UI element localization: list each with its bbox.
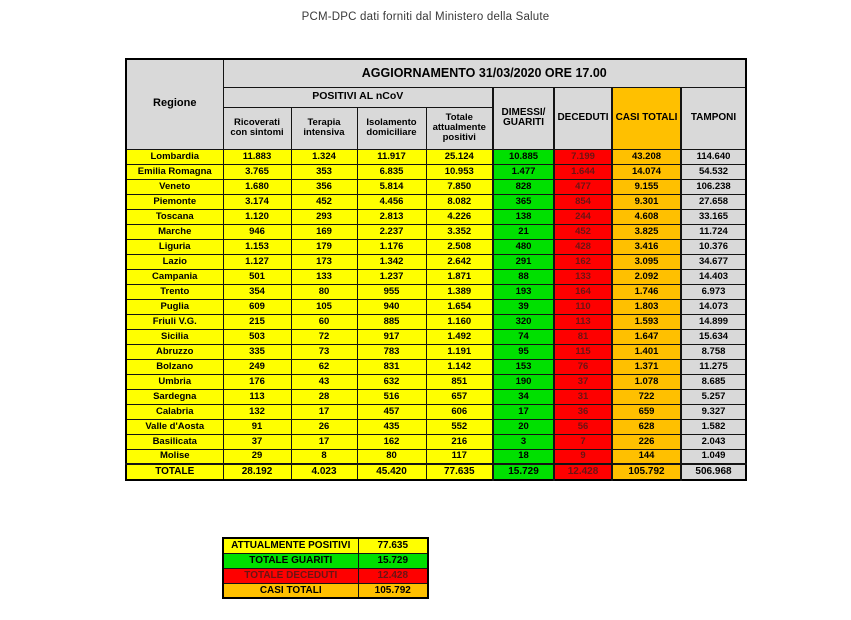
cell-tamponi: 8.758 — [681, 344, 746, 359]
cell-region: Lombardia — [126, 149, 223, 164]
cell-dimessi-guariti: 190 — [493, 374, 554, 389]
table-row — [126, 269, 746, 284]
cell-region: TOTALE — [126, 464, 223, 480]
cell-dimessi-guariti: 138 — [493, 209, 554, 224]
summary-row — [223, 568, 428, 583]
cell-totale-positivi: 606 — [426, 404, 493, 419]
cell-deceduti: 7 — [554, 434, 612, 449]
table-row — [126, 254, 746, 269]
cell-ricoverati: 609 — [223, 299, 291, 314]
cell-terapia-intensiva: 17 — [291, 434, 357, 449]
cell-dimessi-guariti: 34 — [493, 389, 554, 404]
cell-casi-totali: 659 — [612, 404, 681, 419]
cell-totale-positivi: 851 — [426, 374, 493, 389]
cell-ricoverati: 1.680 — [223, 179, 291, 194]
cell-isolamento: 162 — [357, 434, 426, 449]
cell-region: Trento — [126, 284, 223, 299]
cell-dimessi-guariti: 18 — [493, 449, 554, 464]
cell-region: Abruzzo — [126, 344, 223, 359]
cell-dimessi-guariti: 21 — [493, 224, 554, 239]
cell-casi-totali: 9.301 — [612, 194, 681, 209]
cell-terapia-intensiva: 293 — [291, 209, 357, 224]
positives-group-header: POSITIVI AL nCoV — [223, 87, 493, 107]
cell-ricoverati: 1.120 — [223, 209, 291, 224]
column-header-casi-totali: CASI TOTALI — [612, 87, 681, 149]
cell-terapia-intensiva: 28 — [291, 389, 357, 404]
header-row-update — [126, 59, 746, 87]
cell-region: Sicilia — [126, 329, 223, 344]
summary-label: ATTUALMENTE POSITIVI — [223, 538, 358, 553]
cell-tamponi: 11.724 — [681, 224, 746, 239]
cell-isolamento: 80 — [357, 449, 426, 464]
cell-isolamento: 917 — [357, 329, 426, 344]
cell-isolamento: 457 — [357, 404, 426, 419]
cell-ricoverati: 28.192 — [223, 464, 291, 480]
cell-casi-totali: 1.401 — [612, 344, 681, 359]
cell-dimessi-guariti: 153 — [493, 359, 554, 374]
cell-tamponi: 2.043 — [681, 434, 746, 449]
cell-dimessi-guariti: 15.729 — [493, 464, 554, 480]
cell-deceduti: 428 — [554, 239, 612, 254]
cell-terapia-intensiva: 173 — [291, 254, 357, 269]
cell-dimessi-guariti: 10.885 — [493, 149, 554, 164]
cell-casi-totali: 226 — [612, 434, 681, 449]
cell-casi-totali: 2.092 — [612, 269, 681, 284]
cell-terapia-intensiva: 80 — [291, 284, 357, 299]
cell-deceduti: 110 — [554, 299, 612, 314]
cell-casi-totali: 14.074 — [612, 164, 681, 179]
region-column-header: Regione — [126, 59, 223, 149]
cell-ricoverati: 946 — [223, 224, 291, 239]
summary-value: 12.428 — [358, 568, 428, 583]
table-row — [126, 359, 746, 374]
cell-isolamento: 1.237 — [357, 269, 426, 284]
table-row — [126, 374, 746, 389]
cell-tamponi: 1.582 — [681, 419, 746, 434]
cell-ricoverati: 37 — [223, 434, 291, 449]
summary-value: 77.635 — [358, 538, 428, 553]
page-title: PCM-DPC dati forniti dal Ministero della Salute — [301, 11, 550, 23]
cell-region: Campania — [126, 269, 223, 284]
cell-isolamento: 5.814 — [357, 179, 426, 194]
cell-ricoverati: 335 — [223, 344, 291, 359]
cell-deceduti: 76 — [554, 359, 612, 374]
cell-region: Molise — [126, 449, 223, 464]
table-row — [126, 434, 746, 449]
summary-table — [222, 537, 429, 599]
cell-terapia-intensiva: 169 — [291, 224, 357, 239]
covid-regions-table — [125, 58, 747, 481]
cell-tamponi: 14.403 — [681, 269, 746, 284]
cell-totale-positivi: 1.191 — [426, 344, 493, 359]
cell-totale-positivi: 2.508 — [426, 239, 493, 254]
cell-totale-positivi: 1.389 — [426, 284, 493, 299]
cell-totale-positivi: 1.142 — [426, 359, 493, 374]
cell-isolamento: 2.237 — [357, 224, 426, 239]
cell-region: Liguria — [126, 239, 223, 254]
table-row — [126, 194, 746, 209]
column-header-isolamento: Isolamento domiciliare — [357, 107, 426, 149]
cell-region: Piemonte — [126, 194, 223, 209]
cell-deceduti: 56 — [554, 419, 612, 434]
cell-isolamento: 6.835 — [357, 164, 426, 179]
cell-isolamento: 1.176 — [357, 239, 426, 254]
cell-tamponi: 8.685 — [681, 374, 746, 389]
cell-tamponi: 1.049 — [681, 449, 746, 464]
summary-row — [223, 538, 428, 553]
table-row — [126, 224, 746, 239]
cell-ricoverati: 176 — [223, 374, 291, 389]
cell-terapia-intensiva: 26 — [291, 419, 357, 434]
summary-label: CASI TOTALI — [223, 583, 358, 598]
table-row — [126, 404, 746, 419]
cell-dimessi-guariti: 20 — [493, 419, 554, 434]
cell-isolamento: 885 — [357, 314, 426, 329]
cell-casi-totali: 1.593 — [612, 314, 681, 329]
summary-box-wrapper — [222, 537, 429, 599]
covid-regions-table-wrapper — [125, 58, 747, 481]
cell-isolamento: 4.456 — [357, 194, 426, 209]
update-header: AGGIORNAMENTO 31/03/2020 ORE 17.00 — [223, 59, 746, 87]
cell-tamponi: 33.165 — [681, 209, 746, 224]
cell-ricoverati: 91 — [223, 419, 291, 434]
cell-region: Friuli V.G. — [126, 314, 223, 329]
cell-deceduti: 31 — [554, 389, 612, 404]
cell-casi-totali: 1.371 — [612, 359, 681, 374]
total-row — [126, 464, 746, 480]
table-row — [126, 344, 746, 359]
cell-ricoverati: 503 — [223, 329, 291, 344]
cell-tamponi: 15.634 — [681, 329, 746, 344]
cell-casi-totali: 1.078 — [612, 374, 681, 389]
cell-terapia-intensiva: 17 — [291, 404, 357, 419]
column-header-dimessi-guariti: DIMESSI/ GUARITI — [493, 87, 554, 149]
table-row — [126, 149, 746, 164]
cell-ricoverati: 11.883 — [223, 149, 291, 164]
cell-region: Emilia Romagna — [126, 164, 223, 179]
column-header-deceduti: DECEDUTI — [554, 87, 612, 149]
cell-casi-totali: 3.095 — [612, 254, 681, 269]
cell-isolamento: 516 — [357, 389, 426, 404]
cell-dimessi-guariti: 480 — [493, 239, 554, 254]
cell-isolamento: 11.917 — [357, 149, 426, 164]
cell-deceduti: 162 — [554, 254, 612, 269]
cell-terapia-intensiva: 43 — [291, 374, 357, 389]
cell-region: Basilicata — [126, 434, 223, 449]
cell-totale-positivi: 1.492 — [426, 329, 493, 344]
cell-region: Calabria — [126, 404, 223, 419]
cell-dimessi-guariti: 39 — [493, 299, 554, 314]
cell-deceduti: 81 — [554, 329, 612, 344]
cell-dimessi-guariti: 74 — [493, 329, 554, 344]
cell-dimessi-guariti: 828 — [493, 179, 554, 194]
cell-region: Bolzano — [126, 359, 223, 374]
cell-casi-totali: 3.825 — [612, 224, 681, 239]
cell-totale-positivi: 10.953 — [426, 164, 493, 179]
cell-terapia-intensiva: 72 — [291, 329, 357, 344]
cell-ricoverati: 132 — [223, 404, 291, 419]
cell-region: Puglia — [126, 299, 223, 314]
cell-isolamento: 1.342 — [357, 254, 426, 269]
cell-ricoverati: 3.765 — [223, 164, 291, 179]
cell-totale-positivi: 1.160 — [426, 314, 493, 329]
cell-isolamento: 45.420 — [357, 464, 426, 480]
cell-casi-totali: 43.208 — [612, 149, 681, 164]
cell-isolamento: 632 — [357, 374, 426, 389]
cell-isolamento: 940 — [357, 299, 426, 314]
cell-dimessi-guariti: 88 — [493, 269, 554, 284]
cell-totale-positivi: 3.352 — [426, 224, 493, 239]
cell-deceduti: 37 — [554, 374, 612, 389]
cell-deceduti: 36 — [554, 404, 612, 419]
summary-label: TOTALE GUARITI — [223, 553, 358, 568]
cell-dimessi-guariti: 291 — [493, 254, 554, 269]
cell-tamponi: 54.532 — [681, 164, 746, 179]
cell-ricoverati: 29 — [223, 449, 291, 464]
cell-casi-totali: 4.608 — [612, 209, 681, 224]
cell-terapia-intensiva: 60 — [291, 314, 357, 329]
cell-deceduti: 113 — [554, 314, 612, 329]
cell-deceduti: 854 — [554, 194, 612, 209]
table-row — [126, 389, 746, 404]
cell-deceduti: 9 — [554, 449, 612, 464]
cell-terapia-intensiva: 356 — [291, 179, 357, 194]
cell-terapia-intensiva: 133 — [291, 269, 357, 284]
cell-totale-positivi: 8.082 — [426, 194, 493, 209]
cell-tamponi: 27.658 — [681, 194, 746, 209]
cell-ricoverati: 3.174 — [223, 194, 291, 209]
cell-tamponi: 114.640 — [681, 149, 746, 164]
summary-row — [223, 583, 428, 598]
cell-casi-totali: 1.647 — [612, 329, 681, 344]
cell-tamponi: 106.238 — [681, 179, 746, 194]
cell-tamponi: 14.899 — [681, 314, 746, 329]
cell-ricoverati: 249 — [223, 359, 291, 374]
cell-tamponi: 506.968 — [681, 464, 746, 480]
cell-deceduti: 244 — [554, 209, 612, 224]
column-header-terapia-intensiva: Terapia intensiva — [291, 107, 357, 149]
cell-deceduti: 1.644 — [554, 164, 612, 179]
cell-dimessi-guariti: 193 — [493, 284, 554, 299]
cell-ricoverati: 354 — [223, 284, 291, 299]
cell-casi-totali: 105.792 — [612, 464, 681, 480]
cell-terapia-intensiva: 73 — [291, 344, 357, 359]
cell-totale-positivi: 7.850 — [426, 179, 493, 194]
cell-totale-positivi: 216 — [426, 434, 493, 449]
cell-totale-positivi: 1.871 — [426, 269, 493, 284]
summary-row — [223, 553, 428, 568]
cell-deceduti: 452 — [554, 224, 612, 239]
cell-tamponi: 10.376 — [681, 239, 746, 254]
table-row — [126, 239, 746, 254]
cell-region: Toscana — [126, 209, 223, 224]
cell-region: Sardegna — [126, 389, 223, 404]
cell-isolamento: 955 — [357, 284, 426, 299]
cell-deceduti: 164 — [554, 284, 612, 299]
cell-casi-totali: 1.803 — [612, 299, 681, 314]
column-header-tamponi: TAMPONI — [681, 87, 746, 149]
cell-region: Veneto — [126, 179, 223, 194]
cell-tamponi: 6.973 — [681, 284, 746, 299]
cell-tamponi: 9.327 — [681, 404, 746, 419]
cell-casi-totali: 144 — [612, 449, 681, 464]
column-header-ricoverati: Ricoverati con sintomi — [223, 107, 291, 149]
cell-deceduti: 133 — [554, 269, 612, 284]
cell-isolamento: 435 — [357, 419, 426, 434]
cell-deceduti: 7.199 — [554, 149, 612, 164]
cell-casi-totali: 1.746 — [612, 284, 681, 299]
cell-terapia-intensiva: 4.023 — [291, 464, 357, 480]
cell-dimessi-guariti: 95 — [493, 344, 554, 359]
cell-dimessi-guariti: 1.477 — [493, 164, 554, 179]
summary-value: 105.792 — [358, 583, 428, 598]
cell-terapia-intensiva: 452 — [291, 194, 357, 209]
cell-ricoverati: 215 — [223, 314, 291, 329]
table-row — [126, 299, 746, 314]
cell-dimessi-guariti: 3 — [493, 434, 554, 449]
cell-totale-positivi: 117 — [426, 449, 493, 464]
cell-terapia-intensiva: 179 — [291, 239, 357, 254]
summary-label: TOTALE DECEDUTI — [223, 568, 358, 583]
cell-casi-totali: 3.416 — [612, 239, 681, 254]
cell-tamponi: 5.257 — [681, 389, 746, 404]
cell-region: Valle d'Aosta — [126, 419, 223, 434]
table-row — [126, 419, 746, 434]
cell-totale-positivi: 2.642 — [426, 254, 493, 269]
cell-tamponi: 34.677 — [681, 254, 746, 269]
summary-value: 15.729 — [358, 553, 428, 568]
cell-totale-positivi: 25.124 — [426, 149, 493, 164]
cell-tamponi: 11.275 — [681, 359, 746, 374]
table-row — [126, 209, 746, 224]
cell-casi-totali: 628 — [612, 419, 681, 434]
cell-isolamento: 783 — [357, 344, 426, 359]
cell-casi-totali: 722 — [612, 389, 681, 404]
cell-totale-positivi: 77.635 — [426, 464, 493, 480]
cell-terapia-intensiva: 8 — [291, 449, 357, 464]
cell-ricoverati: 501 — [223, 269, 291, 284]
table-row — [126, 329, 746, 344]
table-row — [126, 449, 746, 464]
table-row — [126, 284, 746, 299]
cell-region: Umbria — [126, 374, 223, 389]
cell-deceduti: 477 — [554, 179, 612, 194]
cell-ricoverati: 1.127 — [223, 254, 291, 269]
cell-ricoverati: 1.153 — [223, 239, 291, 254]
cell-terapia-intensiva: 1.324 — [291, 149, 357, 164]
cell-tamponi: 14.073 — [681, 299, 746, 314]
cell-totale-positivi: 4.226 — [426, 209, 493, 224]
column-header-totale-positivi: Totale attualmente positivi — [426, 107, 493, 149]
cell-totale-positivi: 657 — [426, 389, 493, 404]
cell-deceduti: 12.428 — [554, 464, 612, 480]
cell-terapia-intensiva: 105 — [291, 299, 357, 314]
cell-isolamento: 2.813 — [357, 209, 426, 224]
cell-deceduti: 115 — [554, 344, 612, 359]
cell-totale-positivi: 552 — [426, 419, 493, 434]
cell-totale-positivi: 1.654 — [426, 299, 493, 314]
cell-isolamento: 831 — [357, 359, 426, 374]
cell-dimessi-guariti: 365 — [493, 194, 554, 209]
table-row — [126, 164, 746, 179]
cell-casi-totali: 9.155 — [612, 179, 681, 194]
table-row — [126, 314, 746, 329]
cell-terapia-intensiva: 353 — [291, 164, 357, 179]
cell-region: Lazio — [126, 254, 223, 269]
cell-region: Marche — [126, 224, 223, 239]
table-row — [126, 179, 746, 194]
cell-dimessi-guariti: 17 — [493, 404, 554, 419]
cell-dimessi-guariti: 320 — [493, 314, 554, 329]
cell-terapia-intensiva: 62 — [291, 359, 357, 374]
cell-ricoverati: 113 — [223, 389, 291, 404]
